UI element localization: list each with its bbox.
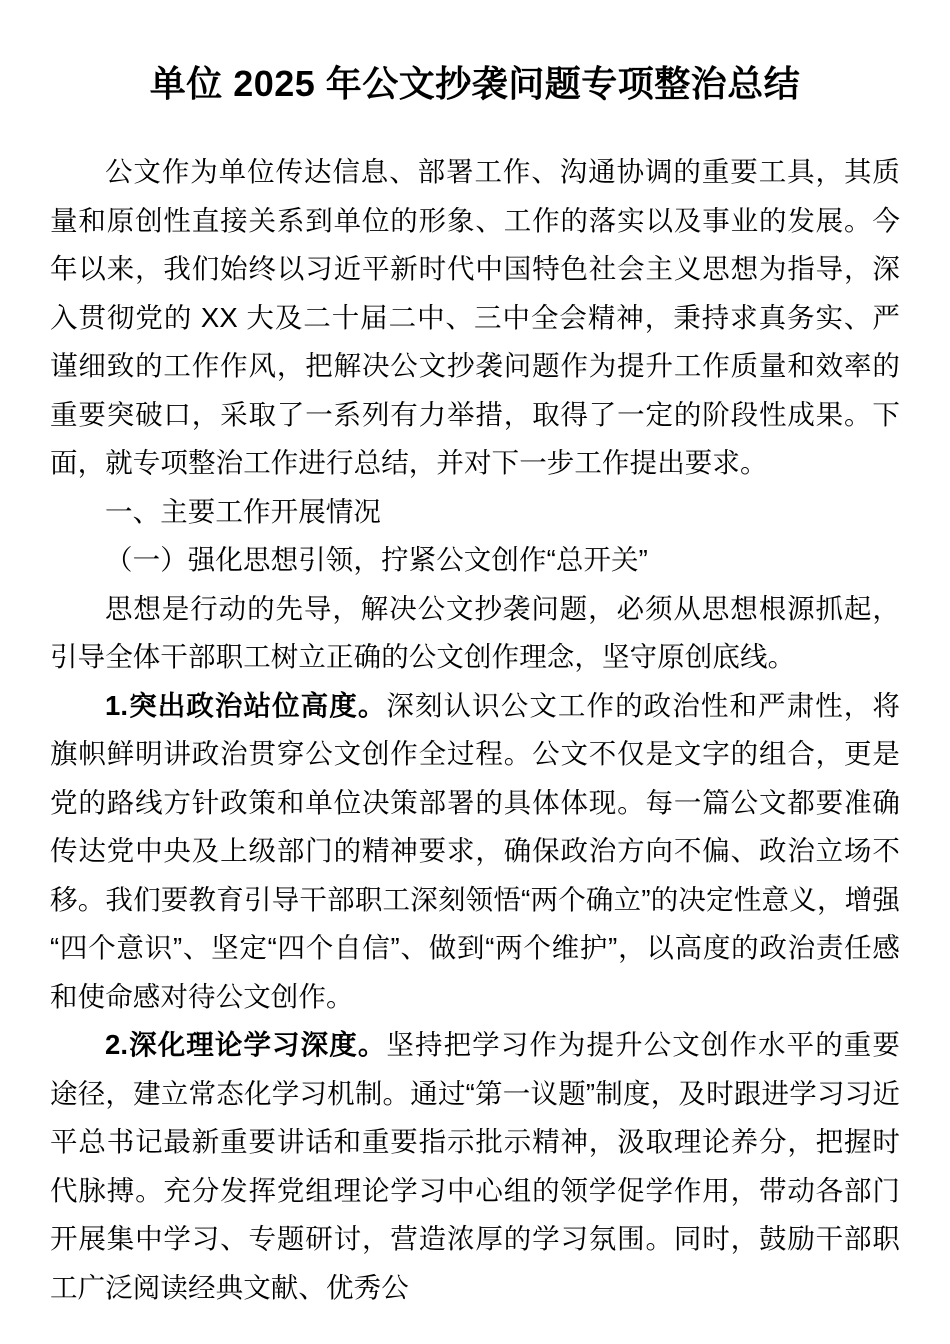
intro-paragraph: 公文作为单位传达信息、部署工作、沟通协调的重要工具，其质量和原创性直接关系到单位的形象、工作的落实以及事业的发展。今年以来，我们始终以习近平新时代中国特色社会主义思想为指导，深入贯彻党的 XX 大及二十届二中、三中全会精神，秉持求真务实、严谨细致的工作作风，把解决公文抄袭问题作为提升工作质量和效率的重要突破口，采取了一系列有力举措，取得了一定的阶段性成果。下面，就专项整治工作进行总结，并对下一步工作提出要求。 — [50, 156, 900, 478]
section-heading-level-1: 一、主要工作开展情况 — [105, 495, 381, 527]
subsection-intro-paragraph: 思想是行动的先导，解决公文抄袭问题，必须从思想根源抓起，引导全体干部职工树立正确的公文创作理念，坚守原创底线。 — [50, 592, 900, 672]
document-body — [50, 148, 900, 1312]
numbered-item-2-lead: 2.深化理论学习深度。 — [105, 1029, 387, 1060]
numbered-item-1-lead: 1.突出政治站位高度。 — [105, 689, 387, 721]
document-title: 单位 2025 年公文抄袭问题专项整治总结 — [149, 63, 801, 104]
numbered-item-1 — [50, 682, 900, 1022]
section-heading-level-2: （一）强化思想引领，拧紧公文创作“总开关” — [105, 544, 648, 575]
numbered-item-1-body: 深刻认识公文工作的政治性和严肃性，将旗帜鲜明讲政治贯穿公文创作全过程。公文不仅是文字的组合，更是党的路线方针政策和单位决策部署的具体体现。每一篇公文都要准确传达党中央及上级部门的精神要求，确保政治方向不偏、政治立场不移。我们要教育引导干部职工深刻领悟“两个确立”的决定性意义，增强“四个意识”、坚定“四个自信”、做到“两个维护”，以高度的政治责任感和使命感对待公文创作。 — [50, 689, 900, 1012]
numbered-item-2-body: 坚持把学习作为提升公文创作水平的重要途径，建立常态化学习机制。通过“第一议题”制度，及时跟进学习习近平总书记最新重要讲话和重要指示批示精神，汲取理论养分，把握时代脉搏。充分发挥党组理论学习中心组的领学促学作用，带动各部门开展集中学习、专题研讨，营造浓厚的学习氛围。同时，鼓励干部职工广泛阅读经典文献、优秀公 — [50, 1029, 900, 1303]
numbered-item-2 — [50, 1021, 900, 1312]
